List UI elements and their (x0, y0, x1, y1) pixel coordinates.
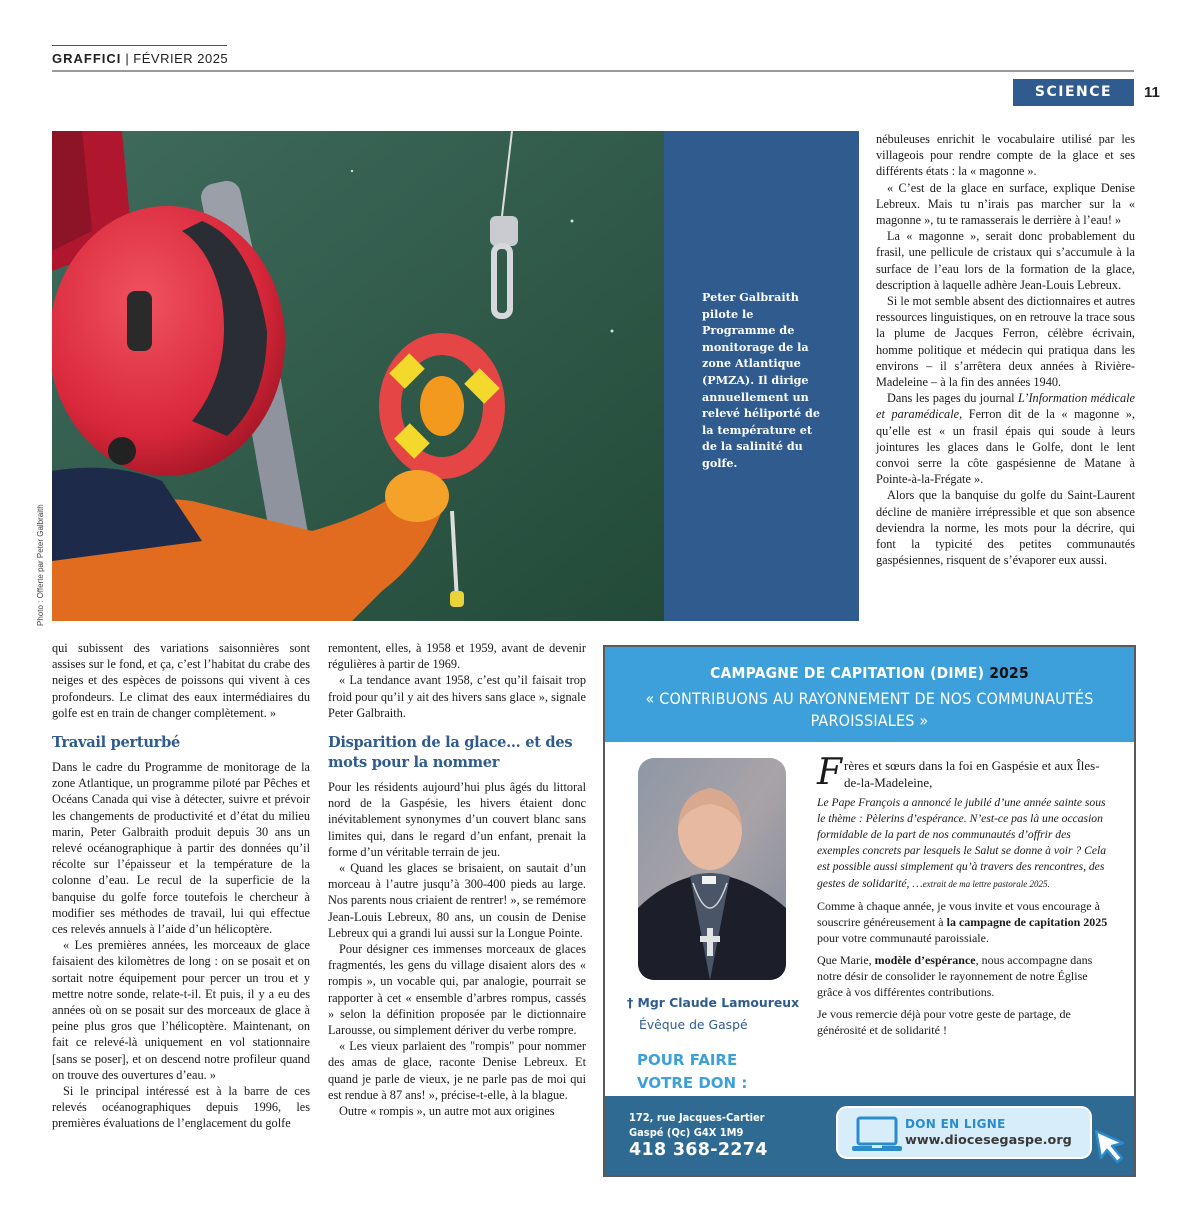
masthead-rule (52, 70, 1134, 72)
diocese-address (629, 1111, 765, 1140)
address-line: Gaspé (Qc) G4X 1M9 (629, 1125, 744, 1139)
article-column-1 (52, 640, 310, 1132)
ad-title (605, 664, 1134, 682)
quote-source: extrait de ma lettre pastorale 2025. (922, 878, 1050, 889)
paragraph-text: Comme à chaque année, je vous invite et vous encourage à souscrire généreusement à (817, 898, 1100, 929)
photo-illustration (52, 131, 664, 621)
article-column-2 (328, 640, 586, 1119)
donate-label: POUR FAIRE VOTRE DON : (637, 1051, 748, 1092)
masthead-separator: | (125, 51, 130, 66)
ad-header (605, 647, 1134, 742)
ad-title-year: 2025 (989, 664, 1029, 682)
phone-number: 418 368-2274 (629, 1140, 768, 1160)
article-paragraph: Si le mot semble absent des dictionnaires et autres ressources linguistiques, on en retrouve la trace sous la plume de Jacques Ferron, célèbre écrivain, homme politique et médecin qui pratiqua dans les environs – il s’arrêtera deux années à Rivière-Madeleine – à la fin des années 1940. (876, 294, 1135, 390)
bishop-name: † Mgr Claude Lamoureux (627, 995, 800, 1010)
article-paragraph: « C’est de la glace en surface, explique Denise Lebreux. Mais tu n’irais pas marcher sur la « magonne », tu te ramasserais le derrière à l’eau! » (876, 180, 1135, 228)
article-paragraph: remontent, elles, à 1958 et 1959, avant de devenir régulières à partir de 1969. (328, 641, 586, 672)
article-paragraph (876, 390, 1135, 487)
paragraph-text: Dans les pages du journal (887, 391, 1018, 406)
article-paragraph: Pour désigner ces immenses morceaux de glaces fragmentés, les gens du village disaient alors des « rompis », un vocable qui, par analogie, pourrait se rapporter à cet « ensemble d’arbres rompus, cassés » selon la définition proposée par le dictionnaire Larousse, ou simplement dériver du verbe rompre. (328, 942, 586, 1038)
portrait-illustration (638, 758, 786, 980)
bishop-title: Évêque de Gaspé (639, 1017, 748, 1032)
greeting-text: rères et sœurs dans la foi en Gaspésie et aux Îles-de-la-Madeleine, (843, 758, 1100, 790)
address-line: 172, rue Jacques-Cartier (629, 1111, 765, 1124)
article-column-right (876, 131, 1135, 568)
article-paragraph: qui subissent des variations saisonnières sont assises sur le fond, et ça, c’est l’habitat du crabe des neiges et des espèces de poissons qui vivent à ces profondeurs. Le climat des eaux intermédiaires du golfe est en train de changer complètement. » (52, 641, 310, 720)
letter-greeting (817, 752, 1116, 793)
paragraph-text: , nous accompagne dans notre désir de consolider le rayonnement de notre Église grâce à vos différentes contributions. (817, 952, 1093, 999)
ad-footer (605, 1096, 1134, 1175)
mouse-cursor-icon (1093, 1128, 1129, 1164)
article-paragraph: La « magonne », serait donc probablement du frasil, une pellicule de cristaux qui s’accumule à la surface de l’eau lors de la formation de la glace, description à laquelle adhère Jean-Louis Lebreux. (876, 229, 1135, 292)
article-paragraph: « La tendance avant 1958, c’est qu’il faisait trop froid pour qu’il y ait des hivers sans glace », signale Peter Galbraith. (328, 673, 586, 720)
article-paragraph: Dans le cadre du Programme de monitorage de la zone Atlantique, un programme piloté par Pêches et Océans Canada qui vise à détecter, suivre et prévoir les changements de productivité et d’état du milieu marin, Peter Galbraith produit depuis 30 ans un relevé océanographique à partir des données qu’il récolte sur l’épaisseur et la température de la colonne d’eau. Le recul de la superficie de la banquise du golfe force toutefois le chercheur à modifier ses méthodes de travail, lui qui effectue ces relevés annuels à l’aide d’un hélicoptère. (52, 760, 310, 937)
subheading-travail-perturbe: Travail perturbé (52, 734, 180, 752)
paragraph-text: pour votre communauté paroissiale. (817, 930, 989, 945)
paragraph-emphasis: modèle d’espérance (874, 952, 976, 967)
publication-name: GRAFFICI (52, 51, 122, 66)
article-paragraph: Outre « rompis », un autre mot aux origines (339, 1104, 555, 1119)
paragraph-text: Que Marie, (817, 952, 875, 967)
donation-website-link[interactable]: www.diocesegaspe.org (905, 1133, 1072, 1148)
issue-date: FÉVRIER 2025 (133, 51, 229, 66)
subheading-disparition: Disparition de la glace… et des mots pour la nommer (328, 734, 573, 772)
helicopter-photo (52, 131, 664, 621)
pastoral-letter (817, 752, 1116, 1044)
ad-slogan: « CONTRIBUONS AU RAYONNEMENT DE NOS COMMUNAUTÉS PAROISSIALES » (645, 689, 1094, 730)
article-paragraph: Si le principal intéressé est à la barre de ces relevés océanographiques depuis 1996, les premières évaluations de l’englacement du golfe (52, 1084, 310, 1131)
article-paragraph: « Quand les glaces se brisaient, on sautait d’un morceau à l’autre jusqu’à 300-400 pieds au large. Nos parents nous criaient de rentrer! », se remémore Jean-Louis Lebreux, 80 ans, un cousin de Denise Lebreux qui a grandi lui aussi sur la Longue Pointe. (328, 861, 586, 940)
ad-title-text: CAMPAGNE DE CAPITATION (DIME) (710, 664, 985, 682)
letter-quote (817, 795, 1116, 892)
letter-paragraph: Je vous remercie déjà pour votre geste de partage, de générosité et de solidarité ! (817, 1006, 1071, 1037)
online-donation-button[interactable] (836, 1106, 1092, 1159)
masthead (52, 51, 228, 66)
quote-text: Le Pape François a annoncé le jubilé d’une année sainte sous le thème : Pèlerins d’espérance. N’est-ce pas là une occasion formidable de la part de nos communautés d’offrir des exemples concrets par lesquels le Salut se donne à voir ? Cela est possible aussi simplement qu’à travers des rencontres, des gestes de solidarité, … (817, 795, 1107, 890)
letter-paragraph (817, 898, 1116, 946)
paragraph-emphasis: la campagne de capitation 2025 (946, 914, 1108, 929)
article-paragraph: Alors que la banquise du golfe du Saint-Laurent décline de manière irrépressible et que son absence deviendra la norme, les mots pour la décrire, qui font la typicité des petites communautés gaspésiennes, risquent de s’évaporer eux aussi. (876, 488, 1135, 568)
masthead-top-rule (52, 45, 227, 46)
photo-credit: Photo : Offerte par Peter Galbraith (36, 504, 45, 626)
capitation-advertisement (603, 645, 1136, 1177)
drop-cap: F (817, 752, 842, 793)
page-number: 11 (1144, 84, 1160, 101)
laptop-icon (850, 1116, 904, 1154)
photo-caption-box (664, 131, 859, 621)
paragraph-text: , Ferron dit de la « magonne », qu’elle est « un frasil épais qui soude à leurs jointures les glaces dans le Golfe, dont le lent convoi serre la côte gaspésienne de Matane à Pointe-à-la-Frégate ». (876, 407, 1135, 487)
online-donation-label: DON EN LIGNE (905, 1117, 1006, 1131)
letter-paragraph (817, 952, 1116, 1000)
bishop-portrait (638, 758, 786, 980)
article-paragraph: « Les vieux parlaient des "rompis" pour nommer des amas de glace, raconte Denise Lebreux. Et quand je parle de vieux, je ne parle pas de moi qui est rendue à 87 ans! », précise-t-elle, à la blague. (328, 1039, 586, 1102)
section-tag: SCIENCE (1013, 79, 1134, 106)
photo-caption: Peter Galbraith pilote le Programme de monitorage de la zone Atlantique (PMZA). Il dirige annuellement un relevé héliporté de la température et de la salinité du golfe. (702, 290, 820, 470)
journal-title: L’Information médicale et paramédicale (876, 391, 1135, 422)
article-paragraph: « Les premières années, les morceaux de glace faisaient des kilomètres de long : on se posait et on sortait notre équipement pour percer un trou et y mettre notre sonde, relate-t-il. Et puis, il y a eu des années où on se posait sur des morceaux de glace à peine plus gros que l’hélicoptère. Maintenant, on fait ce relevé-là uniquement en vol stationnaire [sans se poser], et on descend notre profileur quand on trouve des ouvertures d’eau. » (52, 938, 310, 1082)
article-paragraph: Pour les résidents aujourd’hui plus âgés du littoral nord de la Gaspésie, les hivers étaient donc inévitablement synonymes d’un couvert blanc sans limites qui, dans le regard d’un enfant, prenait la forme d’un véritable terrain de jeu. (328, 780, 586, 859)
article-paragraph: nébuleuses enrichit le vocabulaire utilisé par les villageois pour rendre compte de la glace et ses différents états : la « magonne ». (876, 132, 1135, 179)
